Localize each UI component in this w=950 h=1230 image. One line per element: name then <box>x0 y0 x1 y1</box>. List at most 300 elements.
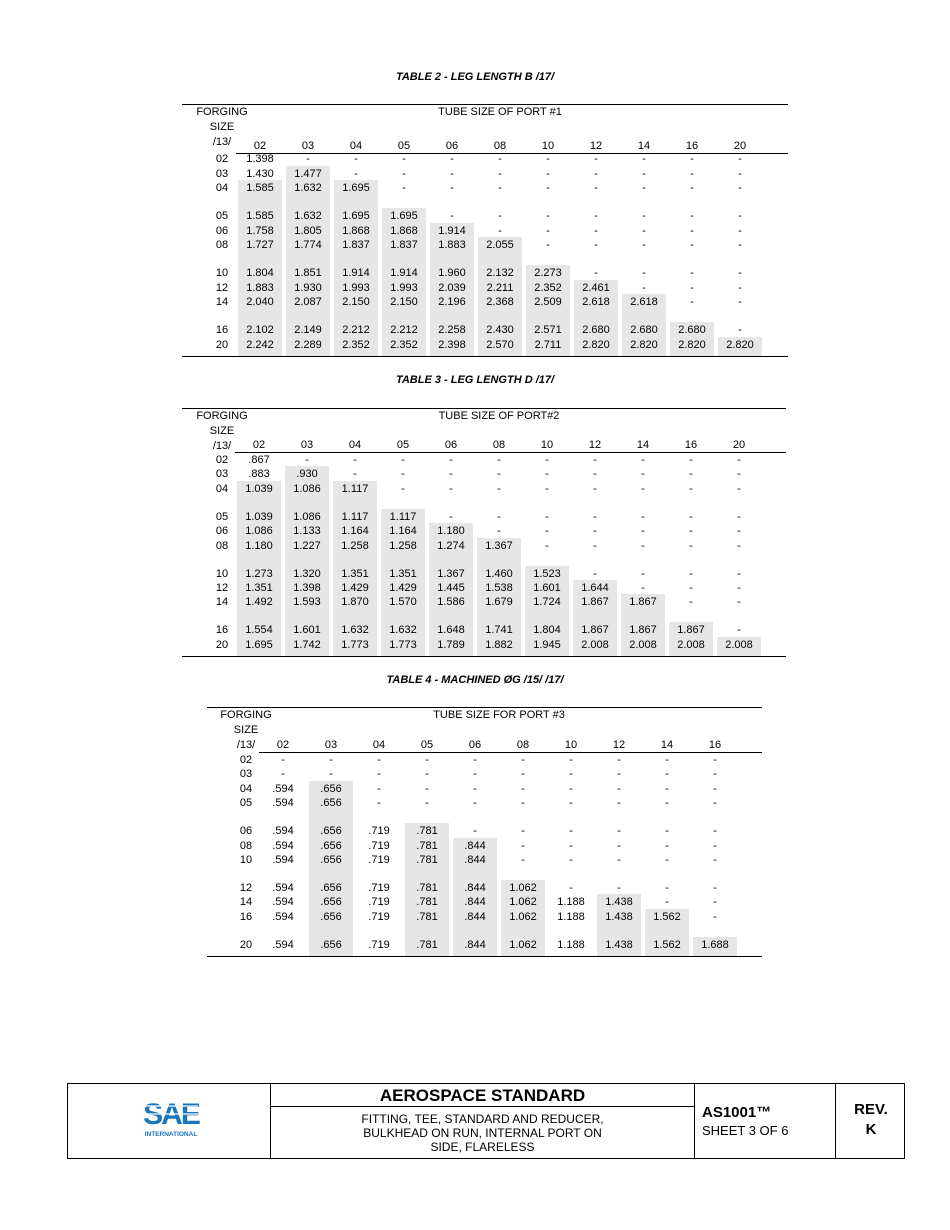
table-cell: 2.196 <box>438 296 466 308</box>
table-cell: - <box>377 754 381 766</box>
table-cell: .719 <box>368 882 390 894</box>
table-cell: - <box>690 224 694 237</box>
table-cell: 1.993 <box>390 281 418 294</box>
table-cell: 1.227 <box>293 539 321 552</box>
table-cell: - <box>689 468 693 481</box>
table-cell: .781 <box>416 854 438 866</box>
forging-size-cell: 12 <box>215 281 229 294</box>
table-cell: - <box>546 224 550 237</box>
table-cell: - <box>690 167 694 180</box>
forging-size-cell: 20 <box>215 338 229 351</box>
table-cell: .930 <box>296 468 318 481</box>
table-cell: 1.632 <box>294 210 322 222</box>
table-cell: 1.870 <box>341 596 369 609</box>
forging-size-cell: 20 <box>215 638 229 651</box>
table-cell: - <box>497 468 501 481</box>
table-cell: - <box>425 797 429 810</box>
column-header: 04 <box>372 739 386 751</box>
table-cell: - <box>329 768 333 781</box>
table-cell: 1.867 <box>677 624 705 637</box>
table-cell: 1.429 <box>389 582 417 594</box>
table-cell: - <box>642 224 646 237</box>
table-cell: - <box>641 525 645 538</box>
table-cell: 2.680 <box>582 324 610 336</box>
table-cell: .656 <box>320 896 342 909</box>
column-header: 12 <box>588 439 602 451</box>
table-cell: 1.273 <box>245 567 273 580</box>
table-cell: - <box>281 754 285 766</box>
table-cell: - <box>281 768 285 781</box>
column-header: 02 <box>253 140 267 152</box>
table-cell: .656 <box>320 782 342 795</box>
table-cell: 1.804 <box>533 624 561 637</box>
table-cell: - <box>738 210 742 222</box>
revision-label: REV. <box>854 1101 888 1118</box>
table-cell: .594 <box>272 854 294 866</box>
table-cell: - <box>377 768 381 781</box>
revision-value: K <box>865 1121 877 1138</box>
table-cell: 2.461 <box>582 281 610 294</box>
table-cell: - <box>689 510 693 523</box>
table-cell: .719 <box>368 854 390 866</box>
table-cell: - <box>521 782 525 795</box>
table-cell: 1.477 <box>294 167 322 180</box>
table4-caption: TABLE 4 - MACHINED ØG /15/ /17/ <box>386 674 564 686</box>
table-cell: 1.180 <box>245 539 273 552</box>
column-header: 06 <box>444 439 458 451</box>
table-cell: - <box>617 797 621 810</box>
table-cell: - <box>594 239 598 251</box>
table-top-rule <box>182 104 788 105</box>
forging-size-header: SIZE <box>209 425 235 437</box>
table-cell: - <box>713 854 717 866</box>
table-cell: 1.492 <box>245 596 273 609</box>
column-header: 14 <box>636 439 650 451</box>
forging-size-cell: 08 <box>239 839 253 852</box>
table-cell: - <box>402 167 406 180</box>
table-cell: - <box>545 468 549 481</box>
table-cell: - <box>738 239 742 251</box>
table-cell: - <box>689 454 693 466</box>
table-cell: 1.039 <box>245 482 273 495</box>
table-cell: 1.188 <box>557 896 585 909</box>
table-cell: - <box>665 839 669 852</box>
table-cell: 1.398 <box>293 582 321 594</box>
table-cell: 2.570 <box>486 338 514 351</box>
sheet-number: SHEET 3 OF 6 <box>702 1123 789 1138</box>
forging-size-cell: 20 <box>239 938 253 951</box>
table-cell: - <box>450 153 454 165</box>
table-cell: 1.914 <box>390 267 418 279</box>
table-cell: - <box>497 510 501 523</box>
table-cell: - <box>449 468 453 481</box>
table-cell: - <box>353 454 357 466</box>
table-cell: - <box>569 797 573 810</box>
tube-size-group-header: TUBE SIZE OF PORT #1 <box>438 106 562 118</box>
table-cell: 1.086 <box>293 510 321 523</box>
table-cell: - <box>329 754 333 766</box>
table-cell: .594 <box>272 910 294 923</box>
table-cell: - <box>425 768 429 781</box>
forging-size-cell: 05 <box>215 510 229 523</box>
table-cell: - <box>449 454 453 466</box>
table-cell: - <box>593 525 597 538</box>
table-cell: .719 <box>368 910 390 923</box>
table-cell: 1.993 <box>342 281 370 294</box>
column-header: 12 <box>589 140 603 152</box>
table-cell: - <box>354 167 358 180</box>
table-cell: - <box>546 210 550 222</box>
table-cell: 1.632 <box>389 624 417 637</box>
table-cell: 1.554 <box>245 624 273 637</box>
table-cell: 1.837 <box>342 239 370 251</box>
table-cell: .656 <box>320 938 342 951</box>
table-cell: 2.242 <box>246 338 274 351</box>
table-cell: 1.562 <box>653 938 681 951</box>
table-cell: - <box>377 782 381 795</box>
table-cell: 1.914 <box>438 224 466 237</box>
table-cell: 2.008 <box>725 638 753 651</box>
table-cell: 1.742 <box>293 638 321 651</box>
table-cell: - <box>401 468 405 481</box>
table-cell: 1.648 <box>437 624 465 637</box>
table-cell: .594 <box>272 825 294 838</box>
table-cell: - <box>497 454 501 466</box>
table-cell: .594 <box>272 782 294 795</box>
table-cell: 2.149 <box>294 324 322 336</box>
table-cell: .719 <box>368 839 390 852</box>
table-cell: 1.868 <box>342 224 370 237</box>
table-cell: 2.040 <box>246 296 274 308</box>
table-top-rule <box>182 408 786 409</box>
table-cell: 1.695 <box>342 182 370 194</box>
table-cell: .594 <box>272 896 294 909</box>
table-cell: - <box>641 454 645 466</box>
column-header: 05 <box>397 140 411 152</box>
table-cell: 1.258 <box>341 539 369 552</box>
table-cell: - <box>401 482 405 495</box>
table-cell: 1.523 <box>533 567 561 580</box>
forging-size-cell: 10 <box>215 267 229 279</box>
svg-text:SAE: SAE <box>143 1098 199 1131</box>
table-cell: 1.438 <box>605 896 633 909</box>
table-cell: - <box>473 754 477 766</box>
table-cell: 1.724 <box>533 596 561 609</box>
table-cell: 1.086 <box>245 525 273 538</box>
table-cell: - <box>738 324 742 336</box>
table-cell: - <box>498 182 502 194</box>
forging-size-cell: 06 <box>215 224 229 237</box>
table-cell: 2.680 <box>630 324 658 336</box>
table-cell: - <box>306 153 310 165</box>
table-cell: - <box>665 854 669 866</box>
document-description <box>271 1112 694 1154</box>
forging-size-header: FORGING <box>196 410 248 422</box>
table-cell: - <box>473 782 477 795</box>
table-cell: - <box>665 797 669 810</box>
table-cell: 2.352 <box>390 338 418 351</box>
forging-size-cell: 06 <box>215 525 229 538</box>
table-cell: - <box>690 267 694 279</box>
description-line: SIDE, FLARELESS <box>430 1140 535 1154</box>
table-cell: - <box>498 167 502 180</box>
table-cell: - <box>641 468 645 481</box>
table-cell: - <box>737 539 741 552</box>
column-header: 08 <box>516 739 530 751</box>
table-cell: 1.367 <box>485 539 513 552</box>
table-cell: - <box>450 182 454 194</box>
table-cell: - <box>569 768 573 781</box>
table-cell: 2.008 <box>677 638 705 651</box>
table-cell: - <box>569 882 573 894</box>
table-cell: 1.679 <box>485 596 513 609</box>
forging-size-cell: 04 <box>215 482 229 495</box>
table-cell: - <box>593 468 597 481</box>
column-header: 04 <box>349 140 363 152</box>
table-cell: - <box>689 525 693 538</box>
table-cell: - <box>617 754 621 766</box>
table-cell: - <box>689 482 693 495</box>
column-header: 03 <box>301 140 315 152</box>
table-cell: - <box>713 797 717 810</box>
table-cell: - <box>617 854 621 866</box>
table-cell: - <box>498 153 502 165</box>
table-cell: 1.883 <box>438 239 466 251</box>
table-cell: 1.445 <box>437 582 465 594</box>
table-cell: - <box>593 482 597 495</box>
table-cell: - <box>689 582 693 594</box>
table-cell: - <box>450 167 454 180</box>
table-cell: - <box>665 896 669 909</box>
column-header: 16 <box>684 439 698 451</box>
forging-size-cell: 16 <box>215 624 229 637</box>
table-cell: 2.368 <box>486 296 514 308</box>
forging-size-header: SIZE <box>209 121 235 133</box>
table-cell: - <box>473 825 477 838</box>
table-cell: 2.102 <box>246 324 274 336</box>
table-cell: 1.429 <box>341 582 369 594</box>
table-cell: - <box>641 539 645 552</box>
forging-size-cell: 14 <box>215 296 229 308</box>
forging-size-cell: 10 <box>215 567 229 580</box>
table-cell: 1.773 <box>341 638 369 651</box>
table-cell: - <box>545 454 549 466</box>
table-cell: 1.644 <box>581 582 609 594</box>
table-cell: - <box>546 167 550 180</box>
table-cell: 1.945 <box>533 638 561 651</box>
table-cell: 1.727 <box>246 239 274 251</box>
table-cell: - <box>713 782 717 795</box>
table-cell: 1.851 <box>294 267 322 279</box>
table-cell: .844 <box>464 910 486 923</box>
table-cell: 1.180 <box>437 525 465 538</box>
table-cell: - <box>642 210 646 222</box>
table-cell: - <box>737 510 741 523</box>
column-header: 10 <box>541 140 555 152</box>
table-cell: 2.820 <box>678 338 706 351</box>
table-cell: - <box>617 825 621 838</box>
table-cell: 1.188 <box>557 910 585 923</box>
table-cell: - <box>498 210 502 222</box>
table-cell: 1.867 <box>629 596 657 609</box>
forging-size-header: /13/ <box>212 136 232 148</box>
table-cell: 2.212 <box>342 324 370 336</box>
table-cell: 2.711 <box>534 338 562 351</box>
table-cell: 1.460 <box>485 567 513 580</box>
table-cell: - <box>738 224 742 237</box>
table-cell: 1.039 <box>245 510 273 523</box>
table-cell: - <box>689 539 693 552</box>
table-cell: - <box>594 210 598 222</box>
table-cell: - <box>545 482 549 495</box>
table-cell: - <box>689 567 693 580</box>
table-cell: 1.570 <box>389 596 417 609</box>
table-cell: .781 <box>416 896 438 909</box>
table-cell: 1.438 <box>605 938 633 951</box>
table3-caption: TABLE 3 - LEG LENGTH D /17/ <box>395 374 555 386</box>
table-cell: .719 <box>368 938 390 951</box>
table-cell: - <box>737 482 741 495</box>
column-header: 20 <box>732 439 746 451</box>
table-cell: 1.117 <box>341 482 369 495</box>
column-header: 05 <box>420 739 434 751</box>
tube-size-group-header: TUBE SIZE OF PORT#2 <box>438 410 560 422</box>
forging-size-cell: 12 <box>215 582 229 594</box>
table-cell: - <box>737 454 741 466</box>
table-cell: - <box>402 153 406 165</box>
table-cell: - <box>425 754 429 766</box>
table-cell: 1.882 <box>485 638 513 651</box>
table-top-rule <box>207 707 762 708</box>
table-cell: 1.351 <box>389 567 417 580</box>
table-cell: - <box>617 768 621 781</box>
table-cell: 2.509 <box>534 296 562 308</box>
table-cell: - <box>641 510 645 523</box>
table-cell: 2.680 <box>678 324 706 336</box>
table-cell: 2.618 <box>582 296 610 308</box>
table-cell: 1.758 <box>246 224 274 237</box>
sae-logo-icon <box>136 1094 206 1144</box>
table-cell: - <box>713 825 717 838</box>
forging-size-cell: 05 <box>239 797 253 810</box>
table-cell: - <box>737 468 741 481</box>
table-cell: - <box>665 768 669 781</box>
table-cell: 1.430 <box>246 167 274 180</box>
revision <box>836 1100 906 1140</box>
table-cell: 1.868 <box>390 224 418 237</box>
forging-size-cell: 16 <box>239 910 253 923</box>
table-cell: - <box>449 482 453 495</box>
column-header: 08 <box>493 140 507 152</box>
table-cell: - <box>737 624 741 637</box>
table-cell: 1.632 <box>294 182 322 194</box>
table-cell: .656 <box>320 854 342 866</box>
table-cell: .656 <box>320 825 342 838</box>
table-cell: 1.960 <box>438 267 466 279</box>
description-line: FITTING, TEE, STANDARD AND REDUCER, <box>361 1112 604 1126</box>
table-cell: 1.188 <box>557 938 585 951</box>
table-cell: 1.837 <box>390 239 418 251</box>
table-cell: - <box>642 167 646 180</box>
table-bottom-rule <box>207 956 762 957</box>
forging-size-cell: 12 <box>239 882 253 894</box>
table-cell: 1.914 <box>342 267 370 279</box>
table-cell: 2.132 <box>486 267 514 279</box>
table-cell: - <box>450 210 454 222</box>
table-cell: .781 <box>416 910 438 923</box>
table-cell: 1.351 <box>245 582 273 594</box>
table2-caption: TABLE 2 - LEG LENGTH B /17/ <box>395 71 555 83</box>
table-cell: - <box>617 882 621 894</box>
table-cell: 1.367 <box>437 567 465 580</box>
table-bottom-rule <box>182 356 788 357</box>
table-cell: - <box>593 510 597 523</box>
column-header: 10 <box>564 739 578 751</box>
table-cell: 1.789 <box>437 638 465 651</box>
table-cell: - <box>354 153 358 165</box>
table-cell: - <box>690 296 694 308</box>
table-cell: .594 <box>272 839 294 852</box>
table-cell: - <box>737 567 741 580</box>
table-cell: .656 <box>320 882 342 894</box>
table-cell: .594 <box>272 938 294 951</box>
column-header: 16 <box>708 739 722 751</box>
table-cell: - <box>690 182 694 194</box>
table-cell: - <box>545 510 549 523</box>
table-cell: 1.804 <box>246 267 274 279</box>
table-cell: - <box>689 596 693 609</box>
table-cell: 1.062 <box>509 882 537 894</box>
table-cell: 1.062 <box>509 910 537 923</box>
table-cell: 1.133 <box>293 525 321 538</box>
table-cell: 1.601 <box>293 624 321 637</box>
table-cell: .781 <box>416 882 438 894</box>
table-cell: - <box>497 525 501 538</box>
forging-size-cell: 06 <box>239 825 253 838</box>
table-cell: 1.398 <box>246 153 274 165</box>
table-cell: .844 <box>464 839 486 852</box>
table-cell: - <box>690 153 694 165</box>
table-cell: - <box>594 182 598 194</box>
table-cell: - <box>665 825 669 838</box>
table-cell: 1.695 <box>245 638 273 651</box>
table-cell: - <box>498 224 502 237</box>
description-line: BULKHEAD ON RUN, INTERNAL PORT ON <box>363 1126 602 1140</box>
table-cell: - <box>641 582 645 594</box>
table-cell: .883 <box>248 468 270 481</box>
table-cell: - <box>569 782 573 795</box>
table-cell: - <box>593 454 597 466</box>
table-cell: 2.289 <box>294 338 322 351</box>
table-cell: .656 <box>320 839 342 852</box>
table-cell: 1.601 <box>533 582 561 594</box>
forging-size-cell: 14 <box>239 896 253 909</box>
table-cell: 1.164 <box>389 525 417 538</box>
table-cell: - <box>713 839 717 852</box>
table-cell: 1.438 <box>605 910 633 923</box>
table-cell: .844 <box>464 896 486 909</box>
column-header: 16 <box>685 140 699 152</box>
table-cell: 2.571 <box>534 324 562 336</box>
table-cell: - <box>713 754 717 766</box>
table-cell: 2.150 <box>390 296 418 308</box>
table-cell: 1.774 <box>294 239 322 251</box>
forging-size-cell: 03 <box>215 167 229 180</box>
table-cell: - <box>713 882 717 894</box>
svg-text:INTERNATIONAL: INTERNATIONAL <box>144 1131 198 1138</box>
table-cell: 1.867 <box>629 624 657 637</box>
table-cell: 2.273 <box>534 267 562 279</box>
